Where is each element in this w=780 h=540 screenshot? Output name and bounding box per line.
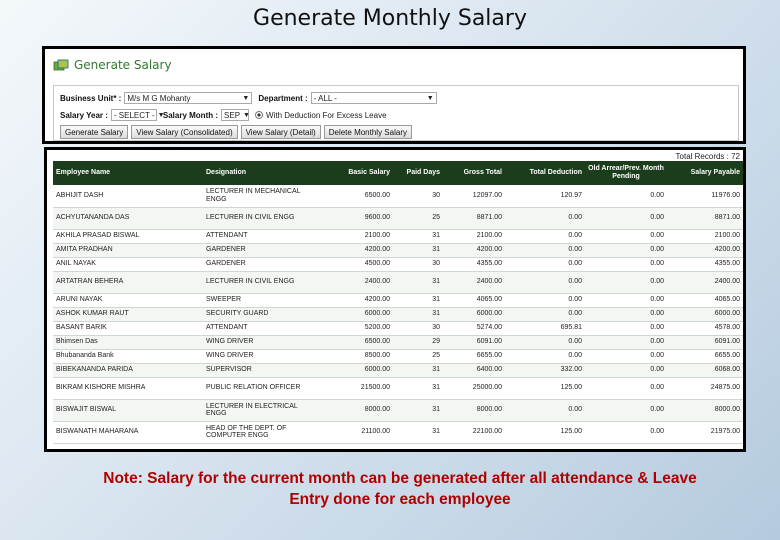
cell-name: BISWAJIT BISWAL (53, 399, 203, 421)
form-row-unit (60, 92, 443, 104)
app-header (53, 58, 172, 72)
cell-gross: 2400.00 (443, 271, 505, 293)
note-line-2: Entry done for each employee (289, 491, 511, 508)
cell-basic: 2100.00 (313, 229, 393, 243)
cell-designation: LECTURER IN ELECTRICAL ENGG (203, 399, 313, 421)
cell-payable: 6000.00 (667, 307, 743, 321)
cell-deduction: 0.00 (505, 349, 585, 363)
chevron-down-icon: ▼ (243, 111, 250, 119)
cell-basic: 4200.00 (313, 243, 393, 257)
generate-salary-button[interactable]: Generate Salary (60, 125, 128, 139)
cell-payable: 6068.00 (667, 363, 743, 377)
cell-deduction: 0.00 (505, 257, 585, 271)
cell-basic: 9600.00 (313, 207, 393, 229)
cell-basic: 6500.00 (313, 335, 393, 349)
cell-paid: 25 (393, 207, 443, 229)
salary-year-label: Salary Year : (60, 110, 108, 120)
cell-payable: 2100.00 (667, 229, 743, 243)
cell-deduction: 0.00 (505, 293, 585, 307)
cell-basic: 5200.00 (313, 321, 393, 335)
cell-basic: 4500.00 (313, 257, 393, 271)
cell-basic: 6000.00 (313, 307, 393, 321)
table-row[interactable] (53, 363, 743, 377)
cell-designation: HEAD OF THE DEPT. OF COMPUTER ENGG (203, 421, 313, 443)
cell-paid: 31 (393, 307, 443, 321)
cell-gross: 6091.00 (443, 335, 505, 349)
cell-deduction: 332.00 (505, 363, 585, 377)
cell-paid: 31 (393, 421, 443, 443)
cell-deduction: 0.00 (505, 229, 585, 243)
cell-deduction: 0.00 (505, 207, 585, 229)
delete-monthly-salary-button[interactable]: Delete Monthly Salary (324, 125, 412, 139)
cell-paid: 30 (393, 321, 443, 335)
table-row[interactable] (53, 293, 743, 307)
table-body (53, 185, 743, 443)
cell-designation: SECURITY GUARD (203, 307, 313, 321)
cell-designation: WING DRIVER (203, 335, 313, 349)
cell-arrear: 0.00 (585, 307, 667, 321)
cell-designation: LECTURER IN CIVIL ENGG (203, 271, 313, 293)
cell-gross: 8871.00 (443, 207, 505, 229)
cell-gross: 12097.00 (443, 185, 505, 207)
cell-name: AMITA PRADHAN (53, 243, 203, 257)
cell-payable: 4200.00 (667, 243, 743, 257)
total-records: Total Records : 72 (675, 152, 740, 161)
cell-designation: PUBLIC RELATION OFFICER (203, 377, 313, 399)
col-old-arrear[interactable]: Old Arrear/Prev. Month Pending (588, 165, 664, 180)
cell-payable: 8871.00 (667, 207, 743, 229)
cell-deduction: 0.00 (505, 243, 585, 257)
cell-basic: 4200.00 (313, 293, 393, 307)
cell-designation: ATTENDANT (203, 321, 313, 335)
cell-name: BIKRAM KISHORE MISHRA (53, 377, 203, 399)
cell-deduction: 695.81 (505, 321, 585, 335)
cell-paid: 31 (393, 229, 443, 243)
cell-payable: 8000.00 (667, 399, 743, 421)
cell-name: Bhimsen Das (53, 335, 203, 349)
cell-arrear: 0.00 (585, 377, 667, 399)
salary-month-label: Salary Month : (162, 110, 219, 120)
table-row[interactable] (53, 229, 743, 243)
cell-arrear: 0.00 (585, 229, 667, 243)
table-row[interactable] (53, 421, 743, 443)
form-row-period (60, 109, 387, 121)
salary-year-value: - SELECT - (113, 110, 155, 120)
cell-paid: 31 (393, 271, 443, 293)
view-salary-detail-button[interactable]: View Salary (Detail) (241, 125, 321, 139)
cell-name: BISWANATH MAHARANA (53, 421, 203, 443)
cell-gross: 6400.00 (443, 363, 505, 377)
salary-table-panel (44, 147, 746, 452)
salary-month-value: SEP (224, 110, 241, 120)
cell-payable: 2400.00 (667, 271, 743, 293)
cell-designation: WING DRIVER (203, 349, 313, 363)
deduction-radio[interactable] (255, 111, 263, 119)
table-header-row (53, 161, 743, 185)
table-row[interactable] (53, 243, 743, 257)
cell-name: ANIL NAYAK (53, 257, 203, 271)
cell-paid: 31 (393, 399, 443, 421)
cell-arrear: 0.00 (585, 257, 667, 271)
department-select[interactable] (311, 92, 437, 104)
cell-designation: SWEEPER (203, 293, 313, 307)
cell-designation: GARDENER (203, 243, 313, 257)
table-row[interactable] (53, 335, 743, 349)
col-employee-name[interactable]: Employee Name (56, 169, 111, 176)
cell-arrear: 0.00 (585, 399, 667, 421)
deduction-label: With Deduction For Excess Leave (266, 110, 387, 120)
cell-gross: 6000.00 (443, 307, 505, 321)
cell-paid: 31 (393, 377, 443, 399)
cell-arrear: 0.00 (585, 185, 667, 207)
cell-basic: 8000.00 (313, 399, 393, 421)
cell-basic: 8500.00 (313, 349, 393, 363)
cell-gross: 4355.00 (443, 257, 505, 271)
table-row[interactable] (53, 207, 743, 229)
col-salary-payable[interactable]: Salary Payable (690, 169, 740, 176)
cell-arrear: 0.00 (585, 293, 667, 307)
table-row[interactable] (53, 399, 743, 421)
table-row[interactable] (53, 271, 743, 293)
note-line-1: Note: Salary for the current month can be generated after all attendance & Leave (103, 470, 697, 487)
cell-gross: 6655.00 (443, 349, 505, 363)
cell-arrear: 0.00 (585, 271, 667, 293)
cell-deduction: 0.00 (505, 271, 585, 293)
cell-designation: GARDENER (203, 257, 313, 271)
cell-name: BASANT BARIK (53, 321, 203, 335)
cell-name: ASHOK KUMAR RAUT (53, 307, 203, 321)
cell-deduction: 0.00 (505, 307, 585, 321)
cell-payable: 21975.00 (667, 421, 743, 443)
department-value: - ALL - (313, 93, 337, 103)
cell-name: ACHYUTANANDA DAS (53, 207, 203, 229)
cell-paid: 31 (393, 363, 443, 377)
salary-year-select[interactable] (111, 109, 165, 121)
cell-name: Bhubananda Bank (53, 349, 203, 363)
cell-arrear: 0.00 (585, 349, 667, 363)
cell-payable: 4578.00 (667, 321, 743, 335)
cell-gross: 4065.00 (443, 293, 505, 307)
col-gross-total[interactable]: Gross Total (463, 169, 502, 176)
cell-basic: 6500.00 (313, 185, 393, 207)
salary-app-icon (53, 58, 69, 72)
salary-form (53, 85, 739, 141)
cell-name: ARTATRAN BEHERA (53, 271, 203, 293)
cell-designation: SUPERVISOR (203, 363, 313, 377)
cell-paid: 31 (393, 293, 443, 307)
table-row[interactable] (53, 377, 743, 399)
salary-month-select[interactable] (221, 109, 249, 121)
generate-salary-panel (42, 46, 746, 144)
business-unit-value: M/s M G Mohanty (127, 93, 191, 103)
cell-deduction: 0.00 (505, 399, 585, 421)
cell-payable: 4355.00 (667, 257, 743, 271)
cell-arrear: 0.00 (585, 363, 667, 377)
business-unit-select[interactable] (124, 92, 252, 104)
cell-basic: 6000.00 (313, 363, 393, 377)
cell-gross: 2100.00 (443, 229, 505, 243)
cell-designation: ATTENDANT (203, 229, 313, 243)
cell-gross: 5274.00 (443, 321, 505, 335)
cell-name: ARUNI NAYAK (53, 293, 203, 307)
cell-name: BIBEKANANDA PARIDA (53, 363, 203, 377)
cell-arrear: 0.00 (585, 207, 667, 229)
cell-designation: LECTURER IN CIVIL ENGG (203, 207, 313, 229)
chevron-down-icon: ▼ (242, 94, 250, 102)
cell-gross: 8000.00 (443, 399, 505, 421)
cell-paid: 31 (393, 243, 443, 257)
table-row[interactable] (53, 185, 743, 207)
cell-name: ABHIJIT DASH (53, 185, 203, 207)
button-row (60, 125, 415, 139)
cell-paid: 30 (393, 185, 443, 207)
cell-deduction: 0.00 (505, 335, 585, 349)
cell-gross: 4200.00 (443, 243, 505, 257)
col-total-deduction[interactable]: Total Deduction (529, 169, 582, 176)
cell-arrear: 0.00 (585, 421, 667, 443)
chevron-down-icon: ▼ (426, 94, 434, 102)
cell-designation: LECTURER IN MECHANICAL ENGG (203, 185, 313, 207)
salary-table (53, 161, 743, 444)
cell-arrear: 0.00 (585, 335, 667, 349)
cell-paid: 30 (393, 257, 443, 271)
cell-paid: 25 (393, 349, 443, 363)
col-basic-salary[interactable]: Basic Salary (348, 169, 390, 176)
business-unit-label: Business Unit* : (60, 93, 122, 103)
col-paid-days[interactable]: Paid Days (406, 169, 440, 176)
cell-payable: 11976.00 (667, 185, 743, 207)
table-row[interactable] (53, 321, 743, 335)
table-row[interactable] (53, 257, 743, 271)
cell-name: AKHILA PRASAD BISWAL (53, 229, 203, 243)
cell-gross: 22100.00 (443, 421, 505, 443)
slide-note (30, 468, 770, 510)
cell-basic: 21100.00 (313, 421, 393, 443)
department-label: Department : (258, 93, 308, 103)
app-title: Generate Salary (74, 58, 172, 72)
cell-deduction: 125.00 (505, 421, 585, 443)
table-row[interactable] (53, 349, 743, 363)
cell-payable: 24875.00 (667, 377, 743, 399)
cell-deduction: 125.00 (505, 377, 585, 399)
cell-gross: 25000.00 (443, 377, 505, 399)
cell-payable: 6091.00 (667, 335, 743, 349)
cell-basic: 2400.00 (313, 271, 393, 293)
cell-paid: 29 (393, 335, 443, 349)
slide-title: Generate Monthly Salary (253, 6, 527, 31)
cell-payable: 4065.00 (667, 293, 743, 307)
chevron-down-icon: ▼ (157, 111, 165, 119)
cell-basic: 21500.00 (313, 377, 393, 399)
cell-arrear: 0.00 (585, 321, 667, 335)
table-row[interactable] (53, 307, 743, 321)
cell-arrear: 0.00 (585, 243, 667, 257)
view-salary-consolidated-button[interactable]: View Salary (Consolidated) (131, 125, 237, 139)
cell-payable: 6655.00 (667, 349, 743, 363)
col-designation[interactable]: Designation (206, 169, 247, 176)
cell-deduction: 120.97 (505, 185, 585, 207)
